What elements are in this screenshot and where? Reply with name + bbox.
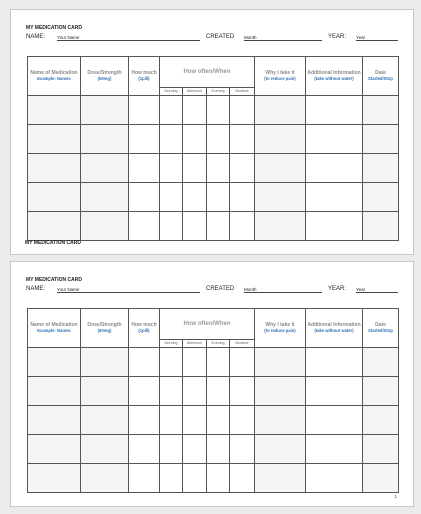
table-cell[interactable] (129, 347, 160, 376)
header-additional-sub: (take without water) (314, 76, 354, 82)
medication-table (27, 56, 399, 241)
table-cell[interactable] (129, 405, 160, 434)
name-value: Your Name (57, 287, 80, 292)
table-cell[interactable] (306, 124, 363, 153)
table-cell[interactable] (255, 463, 306, 492)
table-cell[interactable] (183, 434, 207, 463)
month-field[interactable] (244, 34, 322, 41)
header-date: Date Started/Stop (363, 309, 399, 348)
table-cell[interactable] (230, 95, 255, 124)
table-cell[interactable] (160, 124, 183, 153)
table-cell[interactable] (306, 376, 363, 405)
table-cell[interactable] (28, 347, 81, 376)
subheader-afternoon: Afternoon (183, 88, 207, 96)
table-row (28, 124, 399, 153)
table-cell[interactable] (81, 376, 129, 405)
table-cell[interactable] (363, 347, 399, 376)
table-cell[interactable] (306, 463, 363, 492)
table-cell[interactable] (255, 153, 306, 182)
header-date: Date Started/Stop (363, 57, 399, 96)
header-name: Name of Medication Example: Names (28, 309, 81, 348)
table-cell[interactable] (28, 153, 81, 182)
card-title: MY MEDICATION CARD (26, 277, 82, 283)
table-cell[interactable] (183, 182, 207, 211)
table-cell[interactable] (81, 434, 129, 463)
table-row (28, 211, 399, 240)
table-cell[interactable] (255, 124, 306, 153)
table-cell[interactable] (230, 211, 255, 240)
name-field[interactable] (57, 286, 200, 293)
header-how-much: How much (1pill) (129, 57, 160, 96)
header-dose-sub: (50mg) (97, 76, 112, 82)
year-value: Year (356, 287, 366, 292)
table-cell[interactable] (160, 405, 183, 434)
table-cell[interactable] (129, 182, 160, 211)
table-cell[interactable] (160, 463, 183, 492)
table-cell[interactable] (363, 95, 399, 124)
table-cell[interactable] (306, 211, 363, 240)
card-title: MY MEDICATION CARD (26, 25, 82, 31)
table-cell[interactable] (363, 376, 399, 405)
table-cell[interactable] (28, 405, 81, 434)
table-cell[interactable] (207, 124, 230, 153)
medication-card-page-2 (10, 261, 414, 507)
header-name-example: Example: Names (37, 76, 71, 82)
table-row (28, 405, 399, 434)
table-cell[interactable] (81, 211, 129, 240)
subheader-morning: Morning (160, 88, 183, 96)
month-value: Month (244, 35, 257, 40)
table-cell[interactable] (160, 153, 183, 182)
name-label: NAME: (26, 286, 46, 292)
table-cell[interactable] (255, 405, 306, 434)
table-row (28, 347, 399, 376)
table-cell[interactable] (129, 153, 160, 182)
table-cell[interactable] (363, 124, 399, 153)
table-cell[interactable] (255, 182, 306, 211)
table-cell[interactable] (306, 95, 363, 124)
header-why: Why I take it (to reduce pain) (255, 57, 306, 96)
header-additional: Additional Information (take without water) (306, 57, 363, 96)
year-label: YEAR: (328, 34, 347, 40)
medication-table (27, 308, 399, 493)
name-value: Your Name (57, 35, 80, 40)
table-cell[interactable] (306, 347, 363, 376)
year-field[interactable] (356, 34, 398, 41)
header-name: Name of Medication Example: Names (28, 57, 81, 96)
table-cell[interactable] (28, 124, 81, 153)
table-cell[interactable] (28, 182, 81, 211)
header-why-sub: (to reduce pain) (264, 328, 296, 334)
header-additional-sub: (take without water) (314, 328, 354, 334)
subheader-afternoon: Afternoon (183, 340, 207, 348)
header-how-much: How much (1pill) (129, 309, 160, 348)
table-cell[interactable] (183, 347, 207, 376)
table-cell[interactable] (255, 376, 306, 405)
header-how-much-sub: (1pill) (138, 76, 150, 82)
table-cell[interactable] (207, 211, 230, 240)
footer-title: MY MEDICATION CARD (25, 240, 81, 246)
table-cell[interactable] (160, 434, 183, 463)
subheader-bedtime: Bedtime (230, 88, 255, 96)
table-cell[interactable] (160, 376, 183, 405)
table-cell[interactable] (81, 182, 129, 211)
table-cell[interactable] (81, 405, 129, 434)
header-dose: Dose/Strength (50mg) (81, 57, 129, 96)
table-cell[interactable] (230, 153, 255, 182)
header-how-often: How often/When (160, 57, 255, 88)
table-cell[interactable] (160, 211, 183, 240)
table-cell[interactable] (363, 182, 399, 211)
table-cell[interactable] (306, 434, 363, 463)
table-cell[interactable] (207, 153, 230, 182)
table-cell[interactable] (230, 405, 255, 434)
table-cell[interactable] (183, 463, 207, 492)
subheader-evening: Evening (207, 88, 230, 96)
table-cell[interactable] (207, 182, 230, 211)
created-label: CREATED (206, 286, 235, 292)
table-cell[interactable] (129, 463, 160, 492)
table-cell[interactable] (183, 153, 207, 182)
table-cell[interactable] (255, 347, 306, 376)
header-row (28, 309, 399, 340)
table-cell[interactable] (230, 182, 255, 211)
table-row (28, 95, 399, 124)
table-cell[interactable] (306, 182, 363, 211)
header-date-sub: Started/Stop (368, 328, 393, 334)
table-cell[interactable] (28, 95, 81, 124)
table-cell[interactable] (129, 95, 160, 124)
table-cell[interactable] (183, 376, 207, 405)
table-cell[interactable] (207, 376, 230, 405)
page-number: 1 (394, 494, 397, 499)
table-cell[interactable] (230, 463, 255, 492)
table-row (28, 182, 399, 211)
month-field[interactable] (244, 286, 322, 293)
header-name-example: Example: Names (37, 328, 71, 334)
table-cell[interactable] (207, 347, 230, 376)
table-cell[interactable] (363, 153, 399, 182)
table-cell[interactable] (183, 124, 207, 153)
table-cell[interactable] (255, 211, 306, 240)
table-row (28, 463, 399, 492)
year-label: YEAR: (328, 286, 347, 292)
table-cell[interactable] (81, 153, 129, 182)
table-cell[interactable] (183, 211, 207, 240)
header-dose: Dose/Strength (50mg) (81, 309, 129, 348)
table-cell[interactable] (129, 124, 160, 153)
table-cell[interactable] (207, 95, 230, 124)
year-value: Year (356, 35, 366, 40)
subheader-bedtime: Bedtime (230, 340, 255, 348)
table-cell[interactable] (207, 463, 230, 492)
name-label: NAME: (26, 34, 46, 40)
table-cell[interactable] (28, 434, 81, 463)
header-date-sub: Started/Stop (368, 76, 393, 82)
table-cell[interactable] (183, 95, 207, 124)
table-cell[interactable] (81, 124, 129, 153)
table-cell[interactable] (81, 347, 129, 376)
table-cell[interactable] (230, 376, 255, 405)
created-label: CREATED (206, 34, 235, 40)
table-cell[interactable] (207, 405, 230, 434)
subheader-morning: Morning (160, 340, 183, 348)
table-cell[interactable] (28, 376, 81, 405)
table-cell[interactable] (363, 434, 399, 463)
table-row (28, 153, 399, 182)
table-row (28, 434, 399, 463)
header-how-much-sub: (1pill) (138, 328, 150, 334)
table-cell[interactable] (207, 434, 230, 463)
header-row (28, 57, 399, 88)
header-dose-sub: (50mg) (97, 328, 112, 334)
table-cell[interactable] (363, 405, 399, 434)
table-cell[interactable] (129, 211, 160, 240)
year-field[interactable] (356, 286, 398, 293)
header-additional: Additional Information (take without water) (306, 309, 363, 348)
table-cell[interactable] (28, 211, 81, 240)
table-cell[interactable] (160, 95, 183, 124)
table-cell[interactable] (183, 405, 207, 434)
table-cell[interactable] (28, 463, 81, 492)
table-cell[interactable] (255, 434, 306, 463)
table-cell[interactable] (230, 434, 255, 463)
table-cell[interactable] (306, 405, 363, 434)
header-why-sub: (to reduce pain) (264, 76, 296, 82)
table-cell[interactable] (230, 124, 255, 153)
table-cell[interactable] (160, 347, 183, 376)
table-cell[interactable] (255, 95, 306, 124)
table-cell[interactable] (363, 463, 399, 492)
subheader-evening: Evening (207, 340, 230, 348)
table-cell[interactable] (81, 95, 129, 124)
name-field[interactable] (57, 34, 200, 41)
table-cell[interactable] (363, 211, 399, 240)
header-how-often: How often/When (160, 309, 255, 340)
table-cell[interactable] (129, 434, 160, 463)
table-cell[interactable] (306, 153, 363, 182)
table-cell[interactable] (81, 463, 129, 492)
table-cell[interactable] (160, 182, 183, 211)
table-cell[interactable] (230, 347, 255, 376)
table-row (28, 376, 399, 405)
month-value: Month (244, 287, 257, 292)
medication-card-page-1 (10, 9, 414, 255)
header-why: Why I take it (to reduce pain) (255, 309, 306, 348)
table-cell[interactable] (129, 376, 160, 405)
